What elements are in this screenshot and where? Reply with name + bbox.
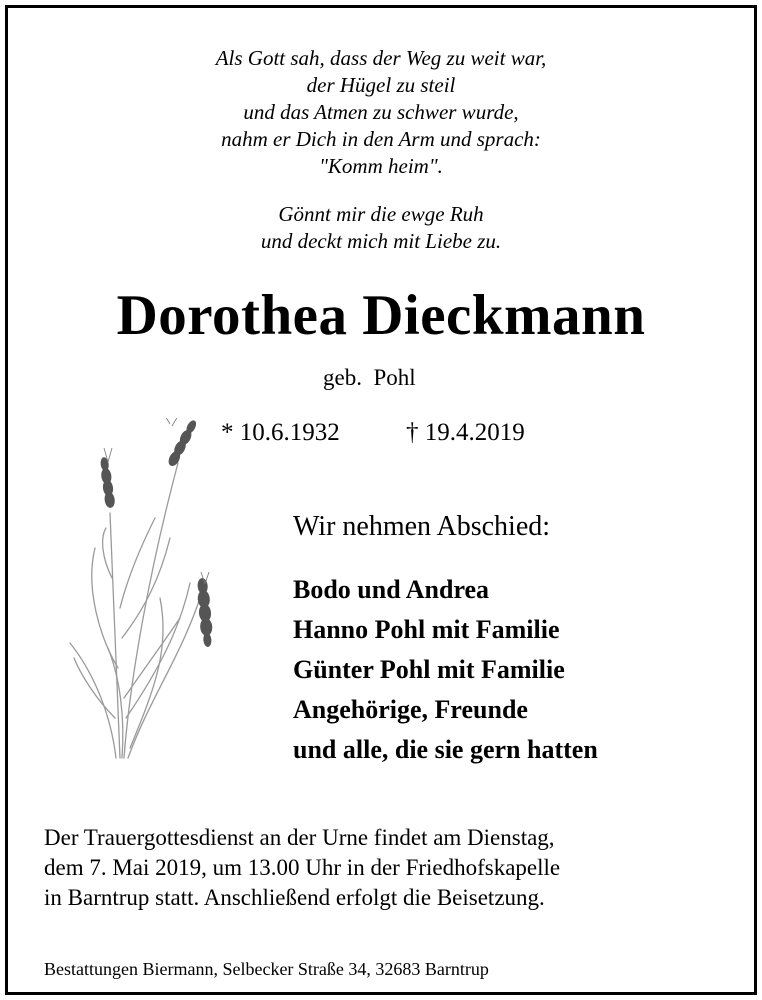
farewell-heading: Wir nehmen Abschied: (293, 511, 551, 542)
service-line: Der Trauergottesdienst an der Urne findet am Dienstag, (44, 825, 555, 850)
deceased-name: Dorothea Dieckmann (116, 284, 646, 347)
service-line: in Barntrup statt. Anschließend erfolgt die Beisetzung. (44, 885, 545, 910)
maiden-name: geb. Pohl (323, 365, 416, 390)
poem-stanza-1 (8, 45, 754, 180)
poem-line: und das Atmen zu schwer wurde, (243, 100, 519, 124)
poem-line: und deckt mich mit Liebe zu. (260, 229, 502, 253)
poem-line: Als Gott sah, dass der Weg zu weit war, (215, 46, 547, 70)
poem-line: der Hügel zu steil (306, 73, 456, 97)
death-date: † 19.4.2019 (406, 419, 525, 446)
mourners-list (293, 570, 598, 770)
mourner: Günter Pohl mit Familie (293, 655, 565, 684)
mourner: und alle, die sie gern hatten (293, 735, 598, 764)
mourner: Bodo und Andrea (293, 575, 490, 604)
poem-line: Gönnt mir die ewge Ruh (278, 202, 484, 226)
birth-date: * 10.6.1932 (221, 419, 340, 446)
poem-line: "Komm heim". (319, 154, 443, 178)
poem-stanza-2 (8, 201, 754, 255)
funeral-home: Bestattungen Biermann, Selbecker Straße 34, 32683 Barntrup (44, 959, 489, 979)
service-line: dem 7. Mai 2019, um 13.00 Uhr in der Friedhofskapelle (44, 855, 561, 880)
mourner: Hanno Pohl mit Familie (293, 615, 560, 644)
poem-line: nahm er Dich in den Arm und sprach: (221, 127, 541, 151)
mourner: Angehörige, Freunde (293, 695, 528, 724)
service-info (44, 823, 560, 913)
obituary-notice (5, 5, 757, 995)
wheat-icon (60, 418, 230, 768)
